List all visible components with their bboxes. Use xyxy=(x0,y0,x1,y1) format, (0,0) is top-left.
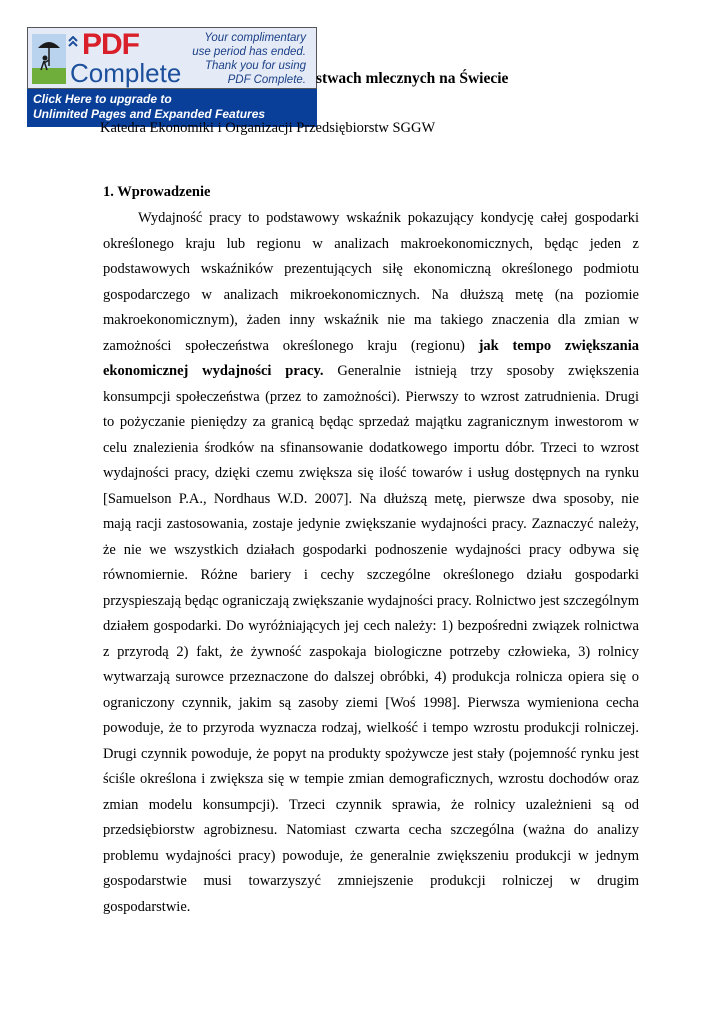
text-segment: Generalnie istnieją trzy sposoby zwiększenia xyxy=(337,363,639,379)
affiliation: Katedra Ekonomiki i Organizacji Przedsiębiorstw SGGW xyxy=(100,120,436,136)
text-line: gospodarstwie musi towarzyszyć zmniejszenie produkcji rolniczej w drugim xyxy=(103,873,639,889)
text-line: gospodarstwie. xyxy=(103,898,191,915)
text-line xyxy=(103,334,639,360)
text-line: że nie we wszystkich działach gospodarki podnoszenie wydajności pracy odbywa się xyxy=(103,541,639,558)
trial-line: PDF Complete. xyxy=(227,74,306,86)
text-line: określonego kraju lub regionu w analizach makroekonomicznych, będąc jeden z xyxy=(103,235,639,252)
text-line: ściśle określona i zwiększa się w tempie zmian demograficznych, wzrostu dochodów oraz xyxy=(103,771,639,787)
text-line: Wydajność pracy to podstawowy wskaźnik pokazujący kondycję całej gospodarki xyxy=(138,210,639,226)
text-segment: zamożności społeczeństwa określonego kraju (regionu) xyxy=(103,337,465,354)
trial-line: use period has ended. xyxy=(192,46,306,58)
text-line: gospodarczego w analizach mikroekonomicznych. Na dłuższą metę (na poziomie xyxy=(103,286,639,303)
umbrella-person-icon xyxy=(32,34,66,84)
text-line: to pożyczanie pieniędzy za granicą będąc sprzedaż majątku zagranicznym inwestorom w xyxy=(103,414,639,430)
trial-line: Thank you for using xyxy=(204,60,306,72)
text-line: podstawowych wskaźników prezentujących siłę ekonomiczną określonego podmiotu xyxy=(103,261,639,277)
bold-phrase: ekonomicznej wydajności pracy. xyxy=(103,363,324,379)
text-line: powoduje, że to przyroda wyznacza rodzaj, wielkość i tempo wzrostu produkcji rolniczej. xyxy=(103,720,639,736)
text-line: równomiernie. Różne bariery i cechy szczególne określonego działu gospodarki xyxy=(103,567,639,583)
text-line: ograniczony czynnik, jakim są zasoby ziemi [Woś 1998]. Pierwsza wymieniona cecha xyxy=(103,694,639,711)
text-line: działem gospodarki. Do wyróżniających jej cech należy: 1) bezpośredni związek rolnictwa xyxy=(103,618,639,634)
body-text xyxy=(103,206,639,920)
trial-message xyxy=(156,31,306,87)
text-line xyxy=(103,359,639,385)
text-line: problemu wydajności pracy) powoduje, że generalnie zwiększeniu produkcji w jednym xyxy=(103,847,639,864)
text-line: wytwarzają surowce przeznaczone do dalszej obróbki, 4) produkcja rolnicza opiera się o xyxy=(103,669,639,685)
chevrons-icon xyxy=(68,36,78,50)
text-line: [Samuelson P.A., Nordhaus W.D. 2007]. Na dłuższą metę, pierwsze dwa sposoby, nie xyxy=(103,490,639,507)
logo-pdf: PDF xyxy=(82,28,139,61)
logo-complete: Complete xyxy=(70,58,182,88)
text-line: Drugi czynnik powoduje, że popyt na produkty spożywcze jest stały (pojemność rynku jest xyxy=(103,745,639,762)
upgrade-line[interactable]: Click Here to upgrade to xyxy=(33,92,172,106)
pdf-complete-upgrade-banner[interactable] xyxy=(27,27,319,127)
document-title: stwach mlecznych na Świecie xyxy=(316,70,509,87)
text-line: mają racji zastosowania, zostaje jedynie zwiększanie wydajności pracy. Zaznaczyć należy, xyxy=(103,516,639,532)
trial-line: Your complimentary xyxy=(204,32,306,44)
text-line: z przyrodą 2) fakt, że żywność zaspokaja biologiczne potrzeby człowieka, 3) rolnicy xyxy=(103,643,639,660)
text-line: przyspieszają będąc ograniczają zwiększanie wydajności pracy. Rolnictwo jest szczególnym xyxy=(103,592,639,609)
text-line: makroekonomicznym), żaden inny wskaźnik nie ma takiego znaczenia dla zmian w xyxy=(103,312,639,328)
upgrade-line[interactable]: Unlimited Pages and Expanded Features xyxy=(33,107,266,121)
text-line: zmian modelu konsumpcji). Trzeci czynnik sprawia, że rolnicy uzależnieni są od xyxy=(103,796,639,813)
text-line: celu znalezienia środków na sfinansowanie dodatkowego importu dóbr. Trzeci to wzrost xyxy=(103,439,639,456)
text-line: konsumpcji społeczeństwa (przez to zamożności). Pierwszy to wzrost zatrudnienia. Drugi xyxy=(103,388,639,405)
banner-header[interactable] xyxy=(27,27,317,89)
text-line: wydajności pracy, dzięki czemu zwiększa się ilość towarów i usług dostępnych na rynku xyxy=(103,465,639,481)
section-heading: 1. Wprowadzenie xyxy=(103,184,211,200)
text-line: przedsiębiorstw agrobiznesu. Natomiast czwarta cecha szczególna (ważna do analizy xyxy=(103,822,639,838)
bold-phrase: jak tempo zwiększania xyxy=(478,337,639,354)
